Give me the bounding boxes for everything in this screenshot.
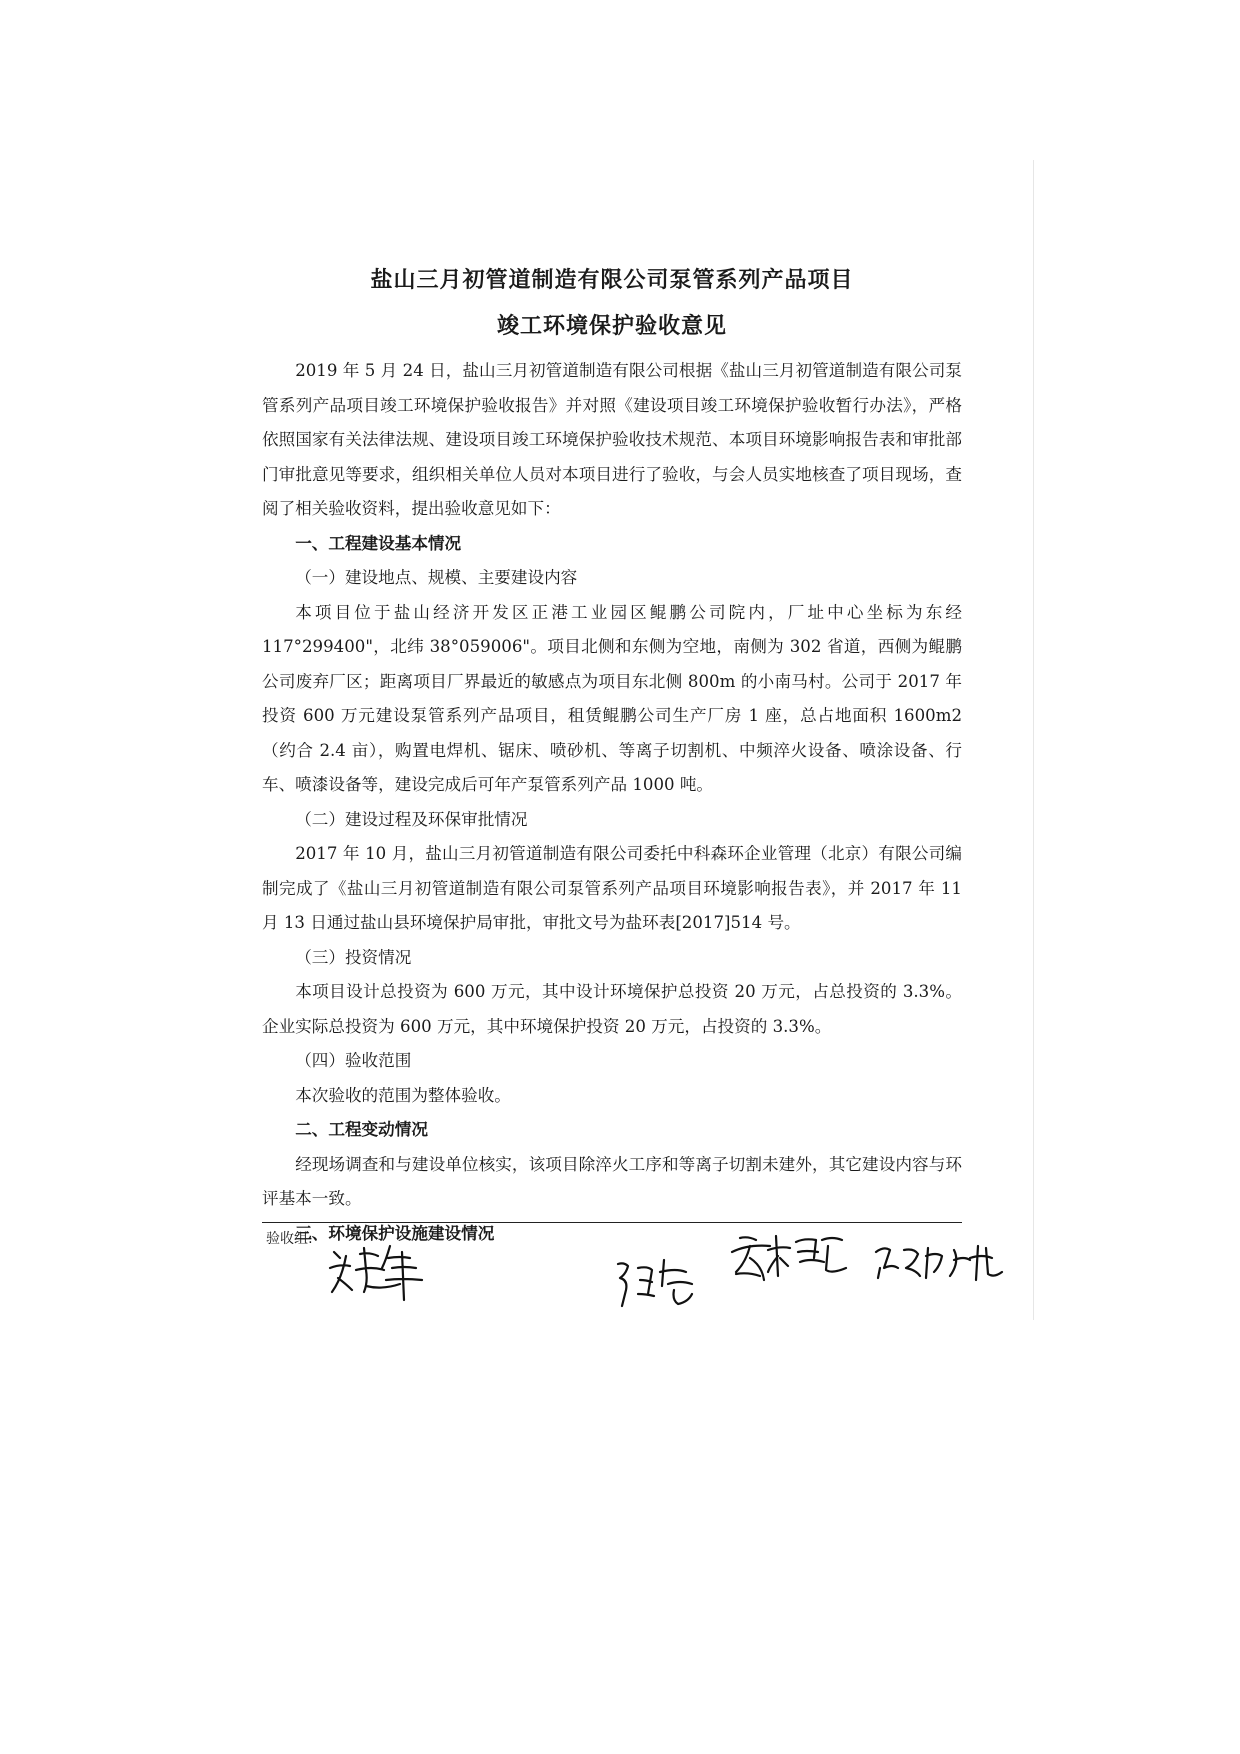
- signature-2: [612, 1250, 712, 1310]
- section1-sub3-text: 本项目设计总投资为 600 万元，其中设计环境保护总投资 20 万元，占总投资的 3.3%。企业实际总投资为 600 万元，其中环境保护投资 20 万元，占投资的 3.3%。: [262, 982, 962, 1036]
- signature-rule: [262, 1222, 962, 1223]
- signature-1: [326, 1234, 446, 1304]
- signature-3: [728, 1226, 858, 1296]
- section1-sub2-heading: （二）建设过程及环保审批情况: [295, 809, 528, 829]
- section1-sub4-text: 本次验收的范围为整体验收。: [295, 1085, 511, 1105]
- section3-heading: 三、环境保护设施建设情况: [295, 1223, 495, 1243]
- signature-label: 验收组:: [266, 1231, 313, 1247]
- section2-text: 经现场调查和与建设单位核实，该项目除淬火工序和等离子切割未建外，其它建设内容与环评基本一致。: [262, 1154, 962, 1208]
- document-title-line2: 竣工环境保护验收意见: [496, 314, 727, 339]
- scan-edge: [1033, 160, 1034, 1320]
- section1-sub4-heading: （四）验收范围: [295, 1051, 412, 1070]
- signature-4: [870, 1234, 1010, 1294]
- section1-sub1-text: 本项目位于盐山经济开发区正港工业园区鲲鹏公司院内，厂址中心坐标为东经117°299400"，北纬 38°059006"。项目北侧和东侧为空地，南侧为 302 省道，西侧为鲲鹏公司废弃厂区；距离项目厂界最近的敏感点为项目东北侧 800m 的小南马村。公司于 2017 年投资 600 万元建设泵管系列产品项目，租赁鲲鹏公司生产厂房 1 座，总占地面积 1600m2（约合 2.4 亩），购置电焊机、锯床、喷砂机、等离子切割机、中频淬火设备、喷涂设备、行车、喷漆设备等，建设完成后可年产泵管系列产品 1000 吨。: [262, 602, 962, 794]
- intro-paragraph: 2019 年 5 月 24 日，盐山三月初管道制造有限公司根据《盐山三月初管道制造有限公司泵管系列产品项目竣工环境保护验收报告》并对照《建设项目竣工环境保护验收暂行办法》，严格依照国家有关法律法规、建设项目竣工环境保护验收技术规范、本项目环境影响报告表和审批部门审批意见等要求，组织相关单位人员对本项目进行了验收，与会人员实地核查了项目现场，查阅了相关验收资料，提出验收意见如下：: [262, 361, 962, 518]
- section1-sub2-text: 2017 年 10 月，盐山三月初管道制造有限公司委托中科森环企业管理（北京）有限公司编制完成了《盐山三月初管道制造有限公司泵管系列产品项目环境影响报告表》，并 2017 年 11 月 13 日通过盐山县环境保护局审批，审批文号为盐环表[2017]514 号。: [262, 844, 962, 932]
- section1-heading: 一、工程建设基本情况: [295, 533, 462, 553]
- section1-sub3-heading: （三）投资情况: [295, 947, 412, 967]
- section2-heading: 二、工程变动情况: [295, 1120, 428, 1139]
- section1-sub1-heading: （一）建设地点、规模、主要建设内容: [295, 568, 578, 587]
- document-page: [262, 258, 962, 1251]
- document-title-line1: 盐山三月初管道制造有限公司泵管系列产品项目: [370, 268, 854, 293]
